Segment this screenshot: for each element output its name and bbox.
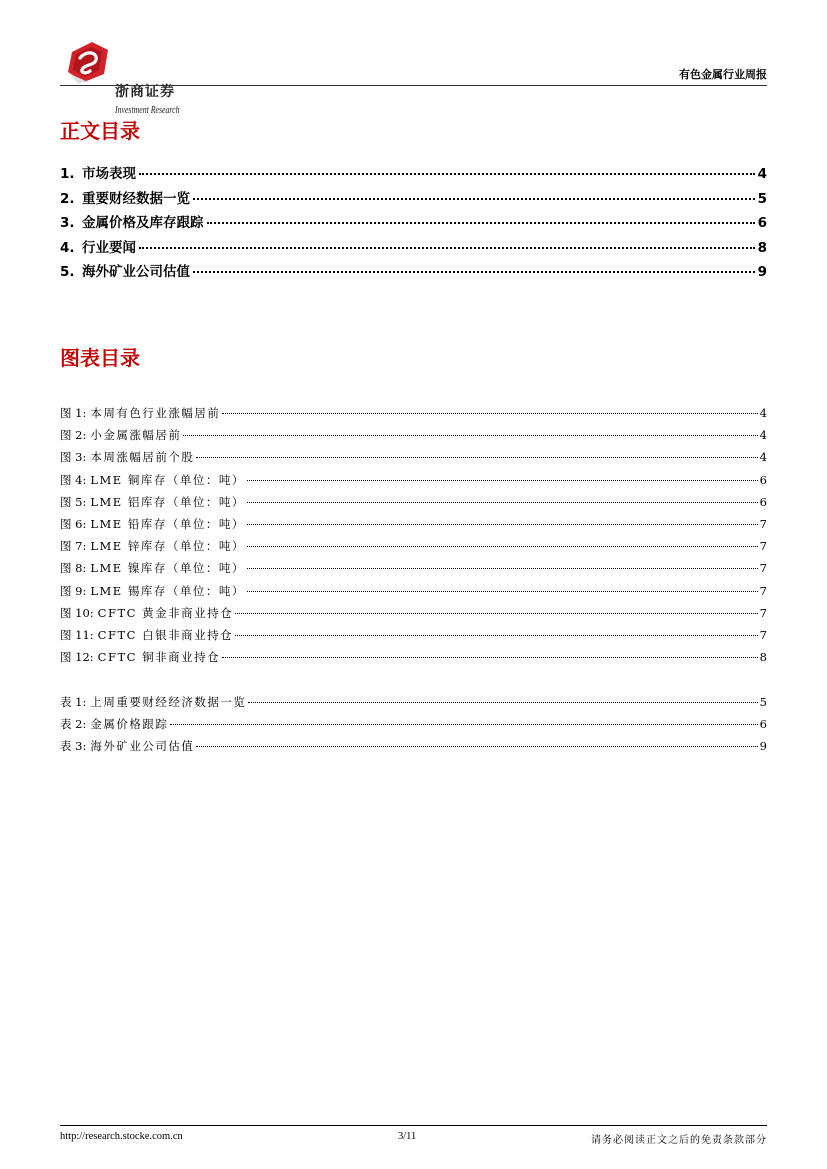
figure-entry[interactable] (60, 538, 767, 560)
figure-entry-title: 本周涨幅居前个股 (90, 450, 195, 465)
footer-divider (60, 1125, 767, 1126)
dot-leader (247, 568, 758, 569)
table-entry-title: 海外矿业公司估值 (90, 739, 195, 754)
figure-entry-title: LME 铝库存（单位：吨） (90, 494, 245, 509)
figure-entry[interactable] (60, 605, 767, 627)
figure-entry-title: LME 锌库存（单位：吨） (90, 539, 245, 554)
figure-entry-page: 4 (759, 450, 767, 465)
figure-entry-label: 图 1: (60, 406, 87, 420)
dot-leader (247, 591, 758, 592)
toc-title: 正文目录 (60, 119, 140, 143)
brand-logo-icon (66, 40, 110, 84)
footer-disclaimer: 请务必阅读正文之后的免责条款部分 (591, 1135, 767, 1146)
table-entry-title: 上周重要财经经济数据一览 (90, 695, 247, 709)
toc-entry-page: 8 (757, 239, 767, 256)
figure-entry[interactable] (60, 627, 767, 649)
figure-entry[interactable] (60, 560, 767, 582)
figure-entry-page: 7 (759, 561, 767, 576)
toc-entry-number: 5. (60, 264, 75, 280)
toc-entry-page: 9 (757, 264, 767, 280)
footer-url[interactable]: http://research.stocke.com.cn (60, 1131, 183, 1142)
table-entry-page: 5 (759, 695, 767, 709)
figure-entry[interactable] (60, 405, 767, 427)
page-number: 3/11 (398, 1131, 417, 1142)
dot-leader (247, 546, 758, 547)
figure-entry-title: CFTC 白银非商业持仓 (97, 627, 234, 642)
figure-toc-title: 图表目录 (60, 346, 140, 370)
toc-entry-number: 2. (60, 190, 75, 207)
figure-entry-label: 图 7: (60, 539, 87, 554)
toc-entry[interactable] (60, 162, 767, 187)
figure-entry-title: CFTC 铜非商业持仓 (97, 650, 221, 665)
figure-entry-title: CFTC 黄金非商业持仓 (97, 605, 234, 620)
dot-leader (247, 524, 758, 525)
brand-name-en: Investment Research (115, 105, 180, 116)
table-entry-page: 9 (759, 739, 767, 754)
brand-logo (66, 40, 186, 116)
figure-entry-label: 图 6: (60, 516, 87, 531)
toc-entry[interactable] (60, 236, 767, 261)
figure-entry-page: 4 (759, 428, 767, 443)
table-entry-title: 金属价格跟踪 (90, 717, 169, 732)
toc-entry-number: 4. (60, 239, 75, 256)
toc-entry-number: 3. (60, 215, 75, 231)
dot-leader (247, 480, 758, 481)
figure-entry-label: 图 3: (60, 450, 87, 465)
figure-entry-page: 6 (759, 472, 767, 487)
dot-leader (222, 413, 757, 414)
toc-entry-title: 海外矿业公司估值 (82, 264, 190, 280)
dot-leader (139, 173, 755, 175)
figure-entry-label: 图 4: (60, 472, 87, 487)
toc-list (60, 162, 767, 285)
dot-leader (170, 724, 757, 725)
table-entry-label: 表 3: (60, 739, 87, 754)
figure-list (60, 405, 767, 671)
table-entry-label: 表 1: (60, 695, 87, 709)
figure-entry-title: LME 锡库存（单位：吨） (90, 583, 245, 598)
dot-leader (193, 198, 755, 200)
dot-leader (235, 635, 758, 636)
table-entry-page: 6 (759, 717, 767, 732)
dot-leader (193, 271, 755, 273)
figure-entry[interactable] (60, 494, 767, 516)
dot-leader (196, 746, 757, 747)
figure-entry-page: 8 (759, 650, 767, 665)
dot-leader (207, 222, 755, 224)
figure-entry-title: LME 铜库存（单位：吨） (90, 472, 245, 487)
figure-entry-page: 7 (759, 516, 767, 531)
figure-entry-page: 6 (759, 494, 767, 509)
table-entry[interactable] (60, 716, 767, 738)
toc-entry-title: 金属价格及库存跟踪 (82, 215, 204, 231)
report-type: 有色金属行业周报 (679, 68, 767, 81)
figure-entry-page: 7 (759, 583, 767, 598)
toc-entry[interactable] (60, 187, 767, 212)
figure-entry-page: 4 (759, 406, 767, 420)
dot-leader (235, 613, 758, 614)
figure-entry-label: 图 2: (60, 428, 87, 443)
dot-leader (222, 657, 758, 658)
table-entry[interactable] (60, 694, 767, 716)
figure-entry[interactable] (60, 516, 767, 538)
dot-leader (183, 435, 757, 436)
toc-entry-page: 4 (757, 166, 767, 182)
table-entry-label: 表 2: (60, 717, 87, 732)
figure-entry[interactable] (60, 472, 767, 494)
brand-name-cn: 浙商证券 (115, 84, 175, 100)
figure-entry-label: 图 5: (60, 494, 87, 509)
figure-entry[interactable] (60, 427, 767, 449)
figure-entry-title: LME 铅库存（单位：吨） (90, 516, 245, 531)
dot-leader (139, 247, 755, 249)
dot-leader (247, 502, 758, 503)
figure-entry-label: 图 11: (60, 627, 94, 642)
figure-entry[interactable] (60, 449, 767, 471)
header-divider (60, 85, 767, 86)
figure-entry-label: 图 12: (60, 650, 94, 665)
dot-leader (248, 702, 757, 703)
toc-entry-title: 市场表现 (82, 166, 136, 182)
table-entry[interactable] (60, 738, 767, 760)
toc-entry-title: 重要财经数据一览 (82, 190, 190, 207)
dot-leader (196, 457, 757, 458)
figure-entry-page: 7 (759, 627, 767, 642)
figure-entry-label: 图 10: (60, 605, 94, 620)
toc-entry-page: 6 (757, 215, 767, 231)
figure-entry[interactable] (60, 649, 767, 671)
toc-entry-title: 行业要闻 (82, 239, 136, 256)
figure-entry-title: LME 镍库存（单位：吨） (90, 561, 245, 576)
figure-entry-page: 7 (759, 539, 767, 554)
toc-entry[interactable] (60, 260, 767, 285)
figure-entry-label: 图 9: (60, 583, 87, 598)
toc-entry-page: 5 (757, 190, 767, 207)
toc-entry-number: 1. (60, 166, 75, 182)
figure-entry-title: 小金属涨幅居前 (90, 428, 182, 443)
toc-entry[interactable] (60, 211, 767, 236)
table-list (60, 694, 767, 761)
figure-entry-label: 图 8: (60, 561, 87, 576)
figure-entry-page: 7 (759, 605, 767, 620)
figure-entry-title: 本周有色行业涨幅居前 (90, 406, 221, 420)
figure-entry[interactable] (60, 583, 767, 605)
